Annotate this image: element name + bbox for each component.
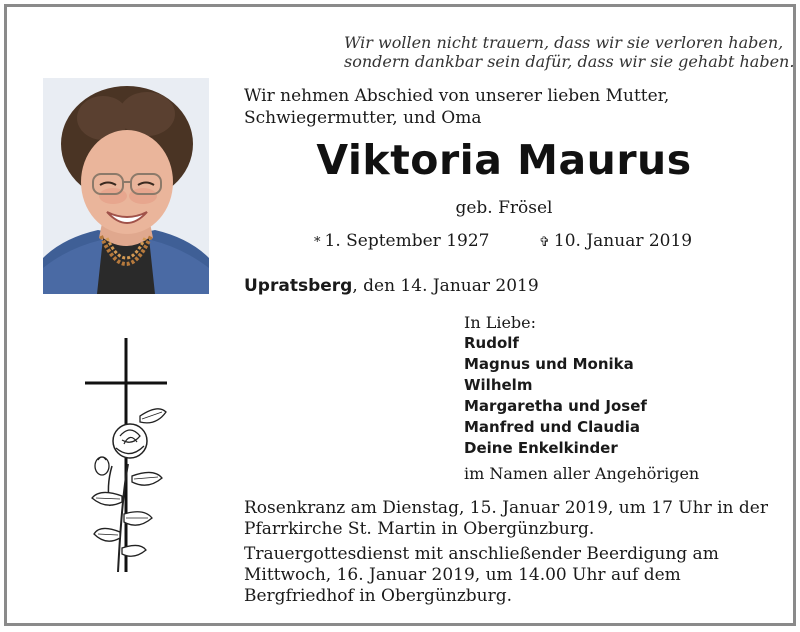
birth-date: 1. September 1927 <box>324 231 490 251</box>
death-cross-icon: ✞ <box>539 235 550 250</box>
portrait-photo <box>43 78 209 294</box>
cross-with-rose-icon <box>82 336 182 576</box>
place-date-line <box>244 276 539 296</box>
death-date-line <box>539 231 692 251</box>
deceased-name: Viktoria Maurus <box>316 136 692 184</box>
family-member: Deine Enkelkinder <box>464 439 618 457</box>
town-name: Upratsberg <box>244 276 353 296</box>
birth-star-icon: * <box>314 235 321 250</box>
death-date: 10. Januar 2019 <box>553 231 693 251</box>
family-member: Margaretha und Josef <box>464 397 647 415</box>
family-heading: In Liebe: <box>464 313 537 332</box>
memorial-quote <box>344 33 795 71</box>
family-signature <box>464 312 784 484</box>
birth-name: geb. Frösel <box>455 198 553 218</box>
intro-text: Wir nehmen Abschied von unserer lieben Mutter, Schwiegermutter, und Oma <box>244 86 670 128</box>
family-member: Wilhelm <box>464 376 533 394</box>
family-member: Manfred und Claudia <box>464 418 641 436</box>
funeral-info: Trauergottesdienst mit anschließender Beerdigung am Mittwoch, 16. Januar 2019, um 14.00 Uhr auf dem Bergfriedhof in Obergünzburg. <box>244 544 719 606</box>
family-member: Rudolf <box>464 334 519 352</box>
quote-line-2: sondern dankbar sein dafür, dass wir sie gehabt haben. <box>344 52 795 71</box>
family-closing: im Namen aller Angehörigen <box>464 464 700 483</box>
quote-line-1: Wir wollen nicht trauern, dass wir sie verloren haben, <box>344 33 784 52</box>
rosary-info: Rosenkranz am Dienstag, 15. Januar 2019, um 17 Uhr in der Pfarrkirche St. Martin in Obergünzburg. <box>244 498 768 539</box>
notice-date: , den 14. Januar 2019 <box>352 276 539 296</box>
service-info <box>244 498 784 611</box>
birth-date-line <box>314 231 489 251</box>
portrait-photo-icon <box>43 78 209 294</box>
family-member: Magnus und Monika <box>464 355 634 373</box>
